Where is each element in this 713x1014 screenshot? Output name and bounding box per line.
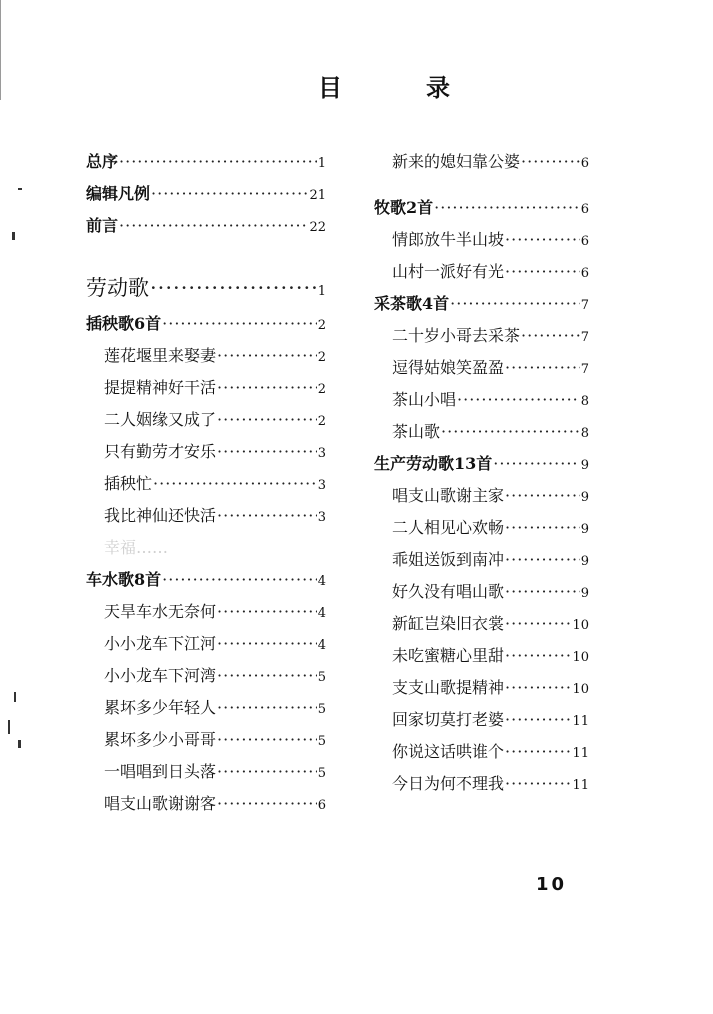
dot-leader [217,436,317,468]
toc-entry [86,532,326,564]
toc-entry-page: 2 [317,350,326,365]
toc-entry-title: 你说这话哄谁个 [392,742,505,761]
toc-entry [374,256,589,288]
toc-entry-title: 小小龙车下江河 [104,634,217,653]
dot-leader [217,596,317,628]
toc-entry-page: 3 [317,446,326,461]
toc-entry [374,672,589,704]
section-gap [86,242,326,268]
dot-leader [217,788,317,820]
toc-entry-page: 10 [572,682,589,697]
dot-leader [217,340,317,372]
toc-entry-title: 插秧歌6首 [86,314,162,333]
toc-entry-page: 6 [580,202,589,217]
toc-entry-page: 1 [317,156,326,171]
dot-leader [505,480,580,512]
toc-entry-page: 5 [317,702,326,717]
toc-entry-title: 未吃蜜糖心里甜 [392,646,505,665]
toc-entry [374,736,589,768]
toc-entry-title: 劳动歌 [86,276,149,300]
toc-entry-page: 3 [317,510,326,525]
dot-leader [505,512,580,544]
toc-entry [86,756,326,788]
toc-entry-page: 5 [317,766,326,781]
toc-entry [86,660,326,692]
toc-entry [374,192,589,224]
dot-leader [217,660,317,692]
toc-entry-title: 情郎放牛半山坡 [392,230,505,249]
toc-entry [86,372,326,404]
toc-entry-page: 4 [317,606,326,621]
toc-entry-page: 7 [580,362,589,377]
toc-entry-title: 二人相见心欢畅 [392,518,505,537]
toc-entry-page: 6 [580,266,589,281]
toc-entry-page: 11 [572,714,589,729]
toc-entry-page: 22 [309,220,326,235]
toc-entry-title: 二人姻缘又成了 [104,410,217,429]
toc-entry [374,224,589,256]
toc-entry-page: 5 [317,670,326,685]
toc-entry-title: 茶山歌 [392,422,441,441]
toc-entry-title: 一唱唱到日头落 [104,762,217,781]
toc-entry [86,724,326,756]
scan-speck [8,720,10,734]
toc-entry [86,500,326,532]
dot-leader [217,692,317,724]
toc-entry-title: 总序 [86,152,119,171]
toc-entry-page: 3 [317,478,326,493]
dot-leader [505,768,571,800]
dot-leader [457,384,580,416]
dot-leader [505,608,571,640]
dot-leader [505,224,580,256]
page-title: 目 录 [318,73,480,102]
toc-entry-title: 唱支山歌谢谢客 [104,794,217,813]
scan-speck [18,740,21,748]
dot-leader [493,448,579,480]
toc-entry-page: 21 [309,188,326,203]
toc-entry [374,512,589,544]
toc-entry-title: 二十岁小哥去采茶 [392,326,521,345]
toc-entry-title: 唱支山歌谢主家 [392,486,505,505]
dot-leader [441,416,580,448]
toc-entry [374,416,589,448]
toc-entry [374,640,589,672]
toc-entry-title: 提提精神好干活 [104,378,217,397]
toc-entry-page: 7 [580,330,589,345]
toc-entry-title: 天旱车水无奈何 [104,602,217,621]
dot-leader [119,210,308,242]
toc-entry [86,788,326,820]
toc-entry [374,146,589,178]
dot-leader [505,352,580,384]
toc-entry-page: 10 [572,618,589,633]
toc-entry-title: 新来的媳妇靠公婆 [392,152,521,171]
toc-entry-title: 山村一派好有光 [392,262,505,281]
toc-entry [374,480,589,512]
toc-entry [374,384,589,416]
dot-leader [162,308,317,340]
toc-entry-page: 9 [580,458,589,473]
toc-entry [86,468,326,500]
toc-entry-title: 我比神仙还快活 [104,506,217,525]
toc-entry-title: 牧歌2首 [374,198,434,217]
dot-leader [434,192,580,224]
toc-entry [374,320,589,352]
page-number: 10 [536,874,568,895]
toc-entry-title: 插秧忙 [104,474,153,493]
dot-leader [505,256,580,288]
toc-left-column [86,146,326,820]
toc-entry-page: 2 [317,414,326,429]
toc-entry [374,768,589,800]
toc-entry-title: 回家切莫打老婆 [392,710,505,729]
dot-leader [505,640,571,672]
page-edge-line [0,0,1,100]
toc-entry [374,576,589,608]
toc-entry [374,704,589,736]
toc-entry-title: 逗得姑娘笑盈盈 [392,358,505,377]
toc-entry [374,352,589,384]
dot-leader [505,736,571,768]
dot-leader [450,288,580,320]
toc-entry-page: 8 [580,426,589,441]
scan-speck [12,232,15,240]
toc-entry-title: 累坏多少小哥哥 [104,730,217,749]
dot-leader [217,500,317,532]
toc-entry-page: 9 [580,586,589,601]
toc-entry-page: 9 [580,554,589,569]
toc-entry [86,340,326,372]
toc-entry-page: 4 [317,574,326,589]
toc-entry-title: 莲花堰里来娶妻 [104,346,217,365]
dot-leader [151,178,308,210]
toc-entry-title: 小小龙车下河湾 [104,666,217,685]
toc-right-column [374,146,589,800]
dot-leader [521,146,580,178]
dot-leader [217,628,317,660]
section-gap [374,178,589,192]
dot-leader [505,544,580,576]
toc-entry [374,288,589,320]
toc-entry-page: 6 [580,234,589,249]
dot-leader [505,576,580,608]
toc-entry [86,308,326,340]
toc-entry-title: 今日为何不理我 [392,774,505,793]
toc-entry [86,692,326,724]
dot-leader [217,724,317,756]
scan-speck [14,692,16,702]
dot-leader [119,146,317,178]
toc-entry-page: 9 [580,490,589,505]
toc-entry-page: 1 [317,284,326,299]
dot-leader [153,468,317,500]
toc-entry [374,608,589,640]
toc-entry-title: 累坏多少年轻人 [104,698,217,717]
toc-entry [86,178,326,210]
toc-entry-title: 采茶歌4首 [374,294,450,313]
toc-entry-page: 11 [572,778,589,793]
dot-leader [150,268,317,308]
toc-entry-title: 好久没有唱山歌 [392,582,505,601]
dot-leader [521,320,580,352]
toc-entry-page: 10 [572,650,589,665]
toc-entry [86,146,326,178]
toc-entry-page: 6 [317,798,326,813]
dot-leader [217,372,317,404]
toc-entry-title: 生产劳动歌13首 [374,454,493,473]
toc-entry [86,436,326,468]
toc-entry-page: 9 [580,522,589,537]
toc-entry-page: 7 [580,298,589,313]
dot-leader [505,672,571,704]
toc-entry-title: 只有勤劳才安乐 [104,442,217,461]
toc-entry-title: 支支山歌提精神 [392,678,505,697]
toc-entry [86,596,326,628]
toc-entry-page: 2 [317,382,326,397]
toc-entry-title: 前言 [86,216,119,235]
toc-entry-title: 幸福…… [104,538,169,557]
toc-entry-title: 新缸岂染旧衣裳 [392,614,505,633]
toc-entry [86,210,326,242]
toc-entry [374,544,589,576]
toc-entry-page: 5 [317,734,326,749]
dot-leader [217,756,317,788]
toc-entry-page: 2 [317,318,326,333]
toc-entry-title: 车水歌8首 [86,570,162,589]
toc-entry-page: 8 [580,394,589,409]
toc-entry [86,564,326,596]
toc-entry-title: 乖姐送饭到南冲 [392,550,505,569]
dot-leader [217,404,317,436]
dot-leader [162,564,317,596]
toc-entry-page: 6 [580,156,589,171]
toc-entry [374,448,589,480]
toc-entry-title: 编辑凡例 [86,184,151,203]
toc-entry-page: 11 [572,746,589,761]
toc-entry [86,404,326,436]
scan-speck [18,188,22,190]
toc-entry-page: 4 [317,638,326,653]
dot-leader [505,704,571,736]
toc-entry-title: 茶山小唱 [392,390,457,409]
toc-entry [86,628,326,660]
toc-entry [86,268,326,308]
